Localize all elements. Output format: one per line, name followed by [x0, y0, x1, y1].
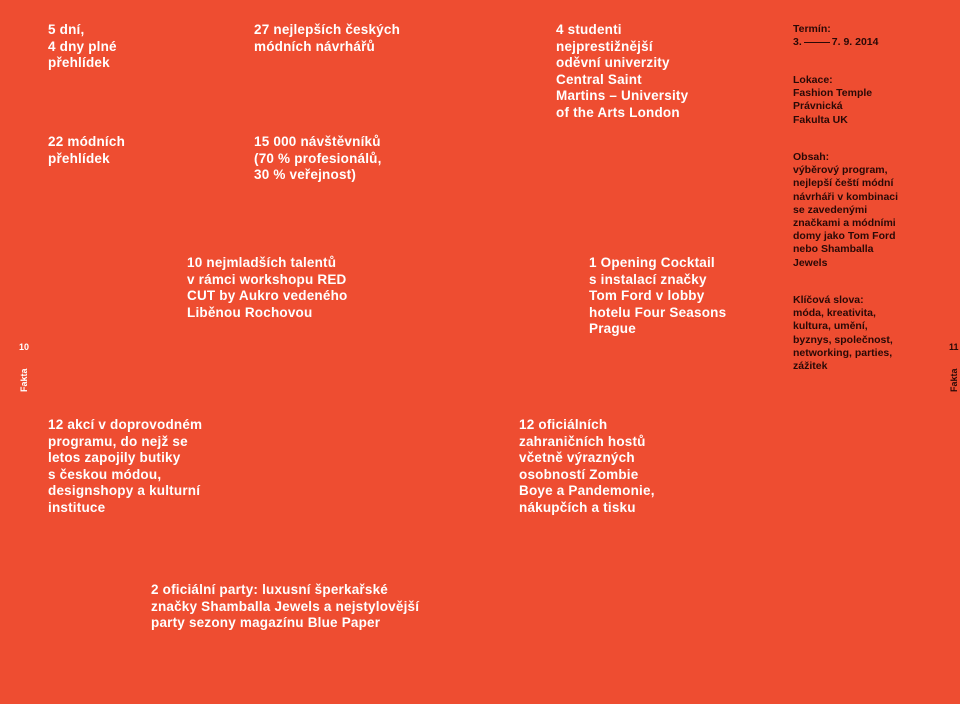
fact-visitors: 15 000 návštěvníků (70 % profesionálů, 30 % veřejnost) [254, 134, 382, 182]
location-block: Lokace: Fashion Temple Právnická Fakulta UK [793, 74, 873, 126]
term-block [793, 23, 878, 49]
date-range-dash [804, 42, 830, 43]
left-page-number: 10 [19, 342, 30, 352]
content-block: Obsah: výběrový program, nejlepší čeští módní návrháři v kombinaci se zavedenými značkami a módními domy jako Tom Ford nebo Shamballa Jewels [793, 151, 899, 269]
right-section-label: Fakta [949, 368, 959, 392]
term-end: 7. 9. 2014 [831, 36, 879, 49]
fact-days: 5 dní, 4 dny plné přehlídek [48, 22, 117, 70]
fact-shows: 22 módních přehlídek [48, 134, 126, 166]
fact-events: 12 akcí v doprovodném programu, do nejž se letos zapojily butiky s českou módou, designshopy a kulturní instituce [48, 417, 203, 515]
fact-opening-cocktail: 1 Opening Cocktail s instalací značky Tom Ford v lobby hotelu Four Seasons Prague [589, 255, 727, 336]
fact-parties: 2 oficiální party: luxusní šperkařské značky Shamballa Jewels a nejstylovější party sezony magazínu Blue Paper [151, 582, 420, 630]
fact-guests: 12 oficiálních zahraničních hostů včetně výrazných osobností Zombie Boye a Pandemonie, nákupčích a tisku [519, 417, 655, 515]
left-section-label: Fakta [19, 368, 29, 392]
fact-designers: 27 nejlepších českých módních návrhářů [254, 22, 401, 54]
fact-students: 4 studenti nejprestižnější oděvní univerzity Central Saint Martins – University of the Arts London [556, 22, 689, 120]
right-page-number: 11 [949, 342, 959, 352]
term-label: Termín: [793, 23, 831, 35]
right-page [760, 0, 960, 704]
fact-talents: 10 nejmladších talentů v rámci workshopu RED CUT by Aukro vedeného Liběnou Rochovou [187, 255, 348, 320]
term-start: 3. [793, 36, 802, 49]
keywords-block: Klíčová slova: móda, kreativita, kultura, umění, byznys, společnost, networking, parties, zážitek [793, 294, 893, 373]
